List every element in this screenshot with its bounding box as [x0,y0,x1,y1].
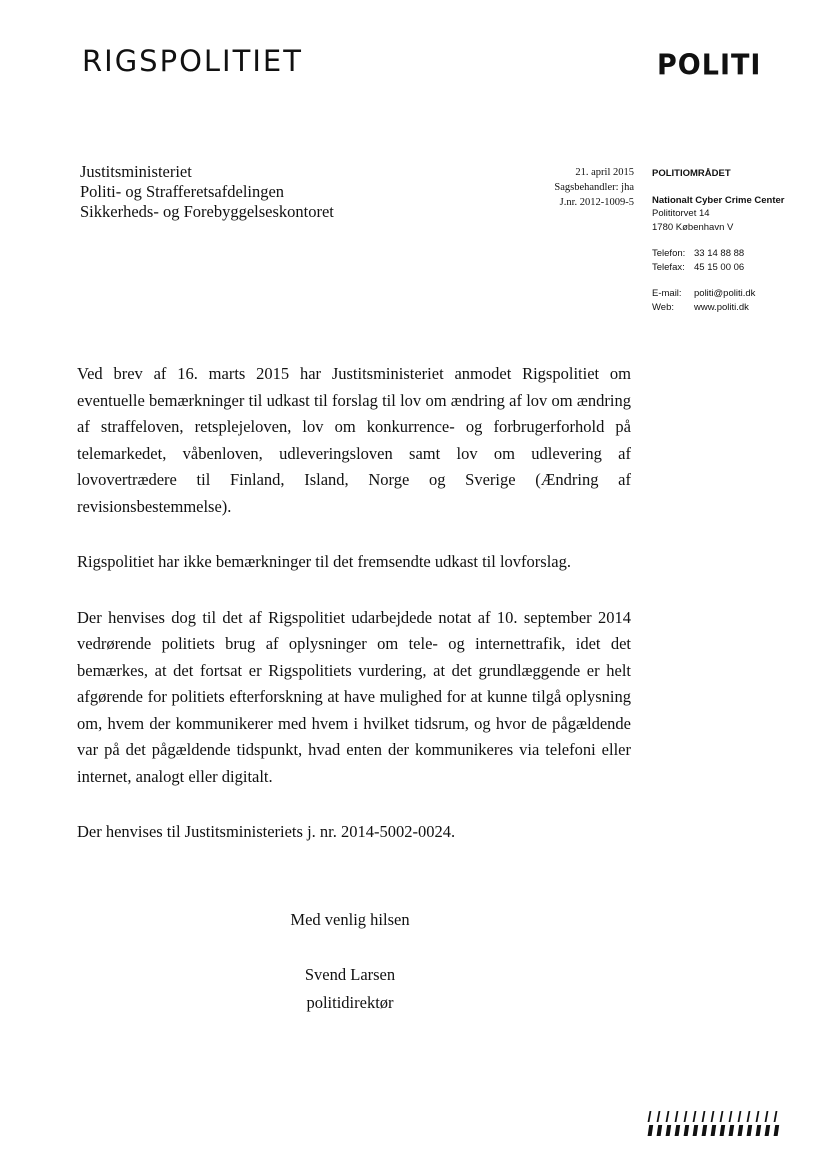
barcode-stroke [765,1125,771,1136]
recipient-line: Justitsministeriet [80,162,192,181]
phone-label: Telefon: [652,248,686,259]
barcode-stroke [702,1125,708,1136]
barcode-stroke [684,1125,690,1136]
barcode-stroke [666,1111,670,1122]
letter-meta [554,165,634,210]
email-label: E-mail: [652,288,682,299]
barcode-stroke [711,1125,717,1136]
barcode-stroke [648,1125,654,1136]
barcode-stroke [693,1125,699,1136]
barcode-stroke [747,1111,751,1122]
recipient-line: Sikkerheds- og Forebyggelseskontoret [80,202,334,221]
barcode-stroke [756,1111,760,1122]
sender-city: 1780 København V [652,221,734,233]
letter-body [77,361,631,875]
barcode-stroke [729,1125,735,1136]
barcode-stroke [693,1111,697,1122]
signatory-name: Svend Larsen [304,965,396,984]
case-handler: Sagsbehandler: jha [554,182,634,193]
closing-block [260,906,440,1017]
politi-logo: POLITI [657,49,762,82]
barcode-stroke [738,1111,742,1122]
signatory-title: politidirektør [306,993,394,1012]
sender-unit: Nationalt Cyber Crime Center [652,194,785,206]
sender-area: POLITIOMRÅDET [652,168,731,179]
phone-row [652,247,785,261]
fax-row [652,261,785,275]
barcode-stroke [720,1111,724,1122]
barcode-stroke [711,1111,715,1122]
barcode-stroke [684,1111,688,1122]
barcode-stroke [738,1125,744,1136]
email-row [652,287,785,301]
barcode-mark [645,1110,780,1138]
body-paragraph: Der henvises til Justitsministeriets j. nr. 2014-5002-0024. [77,822,456,841]
fax-value: 45 15 00 06 [694,261,745,273]
web-value: www.politi.dk [694,301,749,313]
body-paragraph: Rigspolitiet har ikke bemærkninger til det fremsendte udkast til lovforslag. [77,552,571,571]
barcode-stroke [648,1111,652,1122]
barcode-stroke [720,1125,726,1136]
barcode-stroke [765,1111,769,1122]
barcode-stroke [675,1125,681,1136]
barcode-stroke [657,1111,661,1122]
barcode-stroke [747,1125,753,1136]
fax-label: Telefax: [652,261,685,273]
agency-name: RIGSPOLITIET [82,44,303,78]
web-row [652,301,785,315]
barcode-stroke [666,1125,672,1136]
barcode-stroke [774,1111,778,1122]
body-paragraph: Der henvises dog til det af Rigspolitiet udarbejdede notat af 10. september 2014 vedrørende politiets brug af oplysninger om tele- og internettrafik, idet det bemærkes, at det fortsat er Rigspolitiets vurdering, at det grundlæggende er helt afgørende for politiets efterforskning at have mulighed for at kunne tilgå oplysning om, hvem der kommunikerer med hvem i hvilket tidsrum, og hvor de pågældende var på det pågældende tidspunkt, hvad enten der kommunikeres via telefoni eller internet, analogt eller digitalt. [77,607,631,786]
phone-value: 33 14 88 88 [694,248,745,259]
recipient-address [80,162,334,222]
letter-date: 21. april 2015 [575,167,634,178]
journal-number: J.nr. 2012-1009-5 [559,197,634,208]
closing-greeting: Med venlig hilsen [290,910,410,929]
recipient-line: Politi- og Strafferetsafdelingen [80,182,285,201]
barcode-stroke [702,1111,706,1122]
barcode-stroke [675,1111,679,1122]
barcode-stroke [774,1125,780,1136]
barcode-stroke [729,1111,733,1122]
sender-street: Polititorvet 14 [652,208,710,219]
sender-block [652,167,785,314]
email-value: politi@politi.dk [694,288,756,299]
web-label: Web: [652,301,675,313]
barcode-stroke [657,1125,663,1136]
barcode-stroke [756,1125,762,1136]
body-paragraph: Ved brev af 16. marts 2015 har Justitsministeriet anmodet Rigspolitiet om eventuelle bemærkninger til udkast til forslag til lov om ændring af lov om ændring af straffeloven, retsplejeloven, lov om konkurrence- og forbrugerforhold på telemarkedet, våbenloven, udleveringsloven samt lov om udlevering af lovovertrædere til Finland, Island, Norge og Sverige (Ændring af revisionsbestemmelse). [77,364,631,516]
